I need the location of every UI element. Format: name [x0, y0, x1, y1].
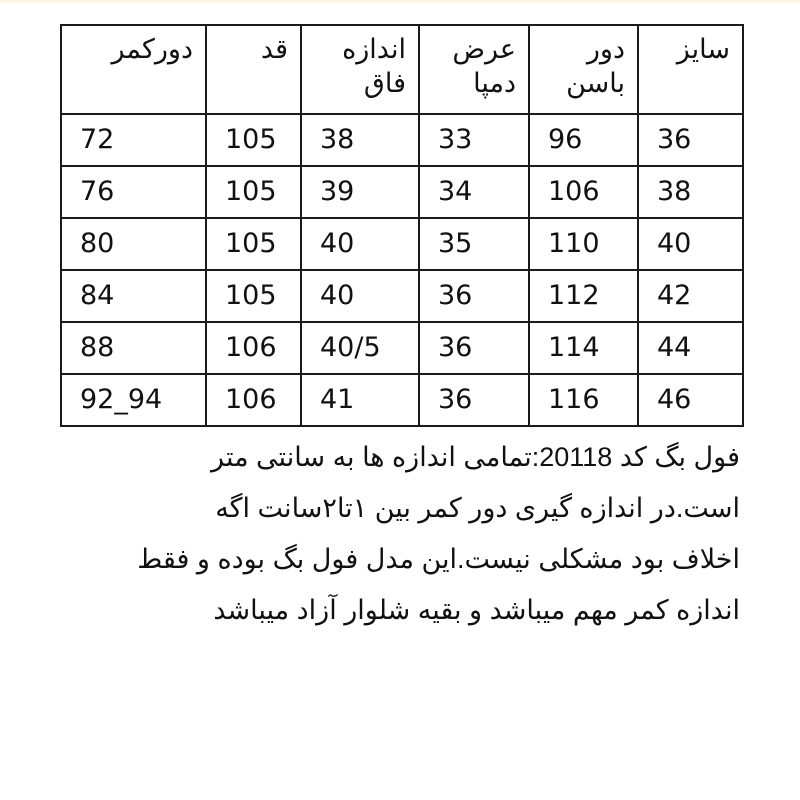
cell-size: 40 — [638, 218, 743, 270]
header-hip: دور باسن — [529, 25, 638, 114]
cell-length: 106 — [206, 322, 301, 374]
cell-hip: 106 — [529, 166, 638, 218]
cell-length: 105 — [206, 218, 301, 270]
cell-size: 46 — [638, 374, 743, 426]
table-row — [61, 270, 743, 322]
header-rise: اندازه فاق — [301, 25, 419, 114]
cell-hem-width: 36 — [419, 270, 529, 322]
cell-waist: 72 — [61, 114, 206, 166]
note-line: است.در اندازه گیری دور کمر بین ۱تا۲سانت اگه — [215, 493, 740, 523]
cell-hem-width: 33 — [419, 114, 529, 166]
cell-rise: 40 — [301, 270, 419, 322]
note-line: اخلاف بود مشکلی نیست.این مدل فول بگ بوده و فقط — [137, 544, 740, 574]
table-row — [61, 322, 743, 374]
table-row — [61, 374, 743, 426]
cell-waist: 92_94 — [61, 374, 206, 426]
note-line: اندازه کمر مهم میباشد و بقیه شلوار آزاد میباشد — [213, 595, 740, 625]
table-row — [61, 114, 743, 166]
size-note — [60, 432, 740, 636]
header-length: قد — [206, 25, 301, 114]
cell-rise: 39 — [301, 166, 419, 218]
cell-rise: 38 — [301, 114, 419, 166]
cell-size: 36 — [638, 114, 743, 166]
cell-size: 38 — [638, 166, 743, 218]
cell-length: 105 — [206, 270, 301, 322]
cell-rise: 40/5 — [301, 322, 419, 374]
cell-hem-width: 36 — [419, 374, 529, 426]
cell-length: 105 — [206, 166, 301, 218]
cell-hip: 110 — [529, 218, 638, 270]
cell-size: 42 — [638, 270, 743, 322]
header-size: سایز — [638, 25, 743, 114]
cell-hem-width: 36 — [419, 322, 529, 374]
cell-waist: 84 — [61, 270, 206, 322]
cell-hip: 112 — [529, 270, 638, 322]
table-row — [61, 218, 743, 270]
cell-rise: 41 — [301, 374, 419, 426]
cell-size: 44 — [638, 322, 743, 374]
cell-hem-width: 34 — [419, 166, 529, 218]
cell-rise: 40 — [301, 218, 419, 270]
cell-waist: 88 — [61, 322, 206, 374]
cell-hip: 116 — [529, 374, 638, 426]
top-edge-highlight — [0, 0, 800, 5]
cell-waist: 76 — [61, 166, 206, 218]
cell-waist: 80 — [61, 218, 206, 270]
note-line: فول بگ کد 20118:تمامی اندازه ها به سانتی متر — [211, 442, 740, 472]
table-row — [61, 166, 743, 218]
cell-hem-width: 35 — [419, 218, 529, 270]
cell-length: 105 — [206, 114, 301, 166]
header-waist: دورکمر — [61, 25, 206, 114]
cell-hip: 114 — [529, 322, 638, 374]
cell-hip: 96 — [529, 114, 638, 166]
size-chart-table — [60, 24, 744, 427]
header-hem-width: عرض دمپا — [419, 25, 529, 114]
cell-length: 106 — [206, 374, 301, 426]
table-header-row — [61, 25, 743, 114]
